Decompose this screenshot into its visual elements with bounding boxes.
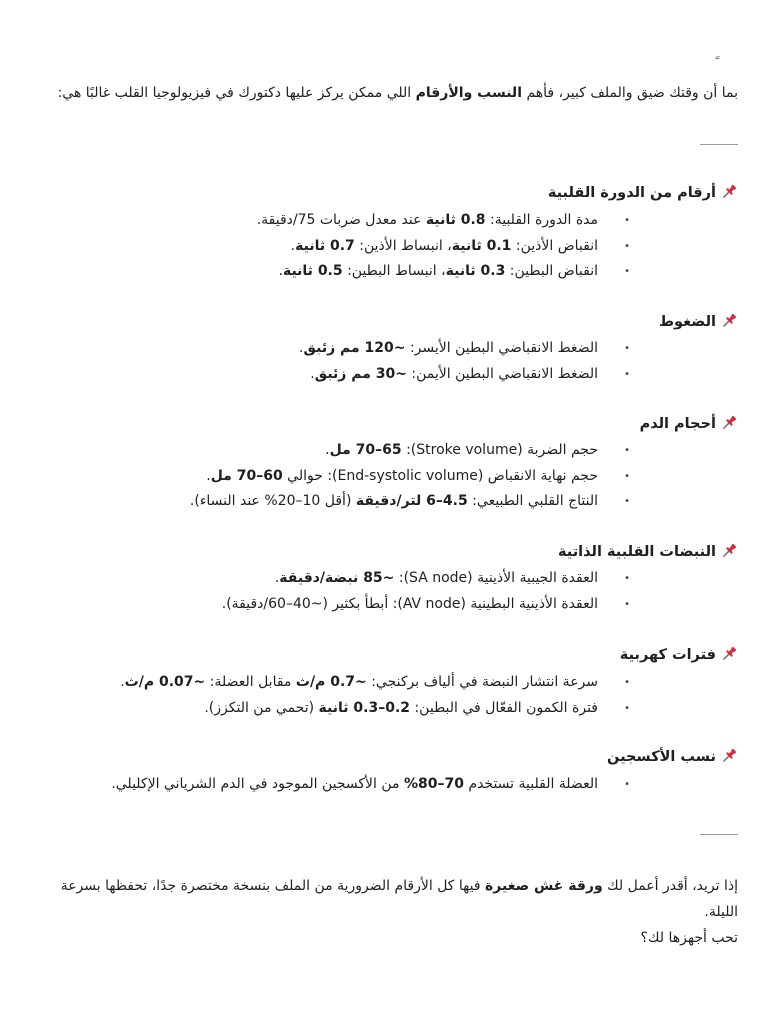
section-list-oxygen-ratios xyxy=(26,772,738,798)
outro-paragraph xyxy=(26,873,738,951)
list-item: • مدة الدورة القلبية: 0.8 ثانية عند معدل ضربات 75/دقيقة. xyxy=(256,212,630,228)
outro-text-end: فيها كل الأرقام الضرورية من الملف بنسخة مختصرة جدًا، تحفظها بسرعة الليلة. xyxy=(60,878,738,920)
section-title: أحجام الدم xyxy=(639,416,716,432)
section-list-pacemakers xyxy=(26,566,738,617)
intro-bold: النسب والأرقام xyxy=(415,85,522,101)
list-item: • العضلة القلبية تستخدم 70–80% من الأكسجين الموجود في الدم الشرياني الإكليلي. xyxy=(111,776,630,792)
pushpin-icon xyxy=(722,747,738,763)
section-title: فترات كهربية xyxy=(619,647,716,663)
section-heading-electrical-intervals xyxy=(620,644,738,666)
pushpin-icon xyxy=(722,183,738,199)
divider xyxy=(700,834,738,835)
pushpin-icon xyxy=(722,645,738,661)
list-item: • انقباض الأذين: 0.1 ثانية، انبساط الأذين: 0.7 ثانية. xyxy=(290,237,630,254)
list-item: • الضغط الانقباضي البطين الأيسر: ~120 مم زئبق. xyxy=(299,340,630,356)
section-heading-cardiac-cycle xyxy=(548,182,738,204)
section-list-blood-volumes xyxy=(26,438,738,515)
pushpin-icon xyxy=(722,312,738,328)
pushpin-icon xyxy=(722,414,738,430)
outro-question: تحب أجهزها لك؟ xyxy=(640,930,738,946)
section-title: نسب الأكسجين xyxy=(607,749,716,765)
section-heading-pacemakers xyxy=(558,541,738,563)
list-item: • العقدة الجيبية الأذينية (SA node): ~85 نبضة/دقيقة. xyxy=(274,570,630,586)
section-list-electrical-intervals xyxy=(26,670,738,721)
pushpin-icon xyxy=(722,542,738,558)
section-heading-oxygen-ratios xyxy=(607,746,738,768)
list-item: • سرعة انتشار النبضة في ألياف بركنجي: ~0.7 م/ث مقابل العضلة: ~0.07 م/ث. xyxy=(120,674,630,690)
section-heading-pressures xyxy=(659,311,738,333)
list-item: • انقباض البطين: 0.3 ثانية، انبساط البطين: 0.5 ثانية. xyxy=(278,263,630,279)
section-title: الضغوط xyxy=(658,314,716,330)
list-item: • العقدة الأذينية البطينية (AV node): أبطأ بكثير (~40–60/دقيقة). xyxy=(221,595,630,612)
section-list-pressures xyxy=(26,336,738,387)
intro-paragraph xyxy=(26,82,738,104)
list-item: • حجم الضربة (Stroke volume): 70–65 مل. xyxy=(325,442,630,458)
section-heading-blood-volumes xyxy=(640,413,738,435)
section-title: أرقام من الدورة القلبية xyxy=(547,185,716,201)
list-item: • الضغط الانقباضي البطين الأيمن: ~30 مم زئبق. xyxy=(310,365,630,382)
section-list-cardiac-cycle xyxy=(26,208,738,285)
divider xyxy=(700,144,738,145)
list-item: • فترة الكمون الفعّال في البطين: 0.2–0.3 ثانية (تحمي من التكزز). xyxy=(204,699,630,716)
intro-text-end: اللي ممكن يركز عليها دكتورك في فيزيولوجيا القلب غالبًا هي: xyxy=(57,85,416,101)
list-item: • النتاج القلبي الطبيعي: 4.5–6 لتر/دقيقة (أقل 10–20% عند النساء). xyxy=(189,493,630,509)
list-item: • حجم نهاية الانقباض (End-systolic volume): حوالي 60–70 مل. xyxy=(206,467,630,484)
outro-bold: ورقة غش صغيرة xyxy=(485,878,603,894)
outro-text: إذا تريد، أقدر أعمل لك xyxy=(602,878,738,894)
intro-text: بما أن وقتك ضيق والملف كبير، فأهم xyxy=(522,85,738,101)
section-title: النبضات القلبية الذاتية xyxy=(558,544,716,560)
